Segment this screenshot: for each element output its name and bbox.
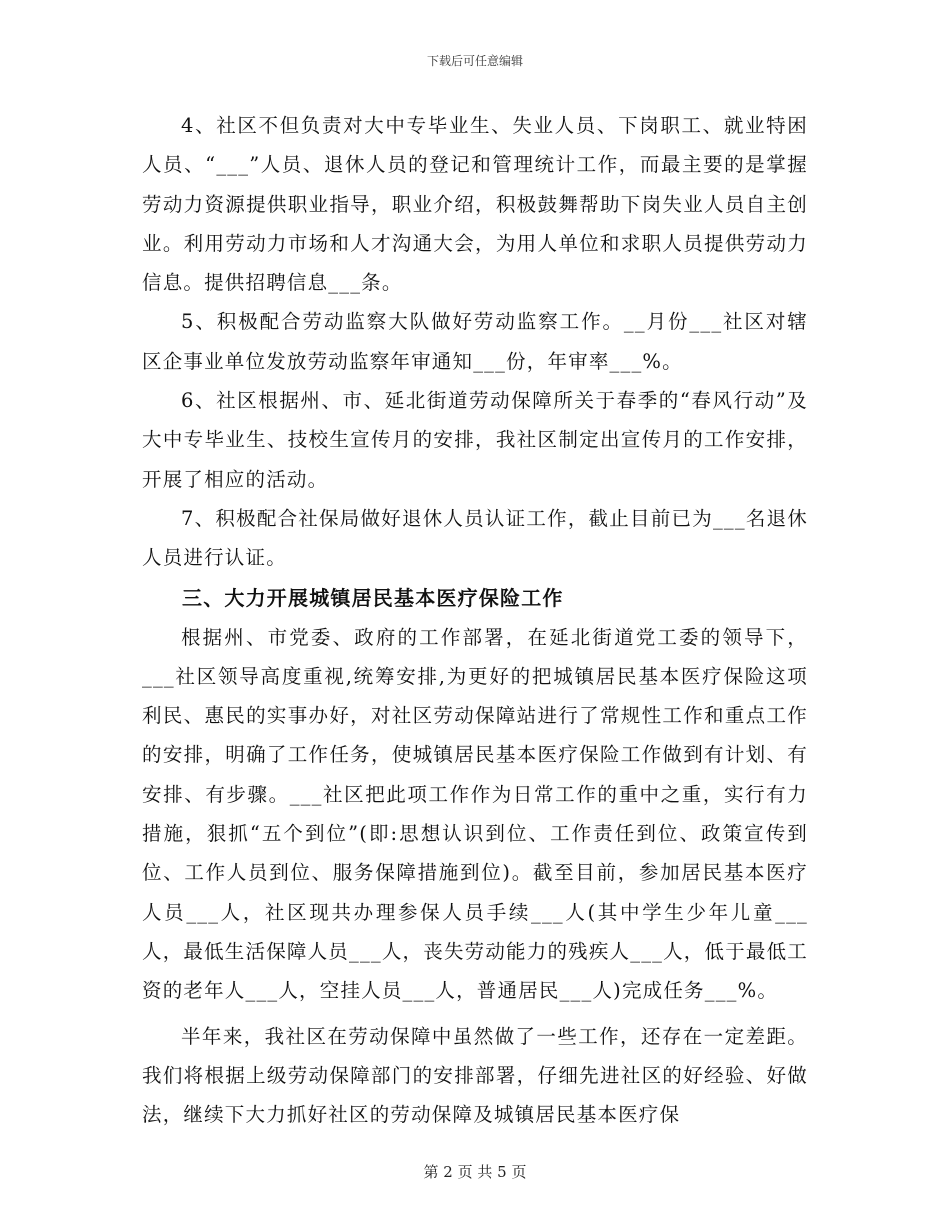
paragraph-medical-insurance: 根据州、市党委、政府的工作部署，在延北街道党工委的领导下，___社区领导高度重视,统筹安排,为更好的把城镇居民基本医疗保险这项利民、惠民的实事办好，对社区劳动保障站进行了常规性工作和重点工作的安排，明确了工作任务，使城镇居民基本医疗保险工作做到有计划、有安排、有步骤。___社区把此项工作作为日常工作的重中之重，实行有力措施，狠抓“五个到位”(即:思想认识到位、工作责任到位、政策宣传到位、工作人员到位、服务保障措施到位)。截至目前，参加居民基本医疗人员___人，社区现共办理参保人员手续___人(其中学生少年儿童___人，最低生活保障人员___人，丧失劳动能力的残疾人___人，低于最低工资的老年人___人，空挂人员___人，普通居民___人)完成任务___%。 bbox=[142, 625, 809, 1003]
section-heading-3: 三、大力开展城镇居民基本医疗保险工作 bbox=[182, 585, 564, 610]
paragraph-item-4: 4、社区不但负责对大中专毕业生、失业人员、下岗职工、就业特困人员、“___”人员、退休人员的登记和管理统计工作，而最主要的是掌握劳动力资源提供职业指导，职业介绍，积极鼓舞帮助下岗失业人员自主创业。利用劳动力市场和人才沟通大会，为用人单位和求职人员提供劳动力信息。提供招聘信息___条。 bbox=[142, 114, 808, 295]
paragraph-item-7: 7、积极配合社保局做好退休人员认证工作，截止目前已为___名退休人员进行认证。 bbox=[142, 506, 808, 570]
page-header-note: 下载后可任意编辑 bbox=[426, 54, 523, 68]
paragraph-item-6: 6、社区根据州、市、延北街道劳动保障所关于春季的“春风行动”及大中专毕业生、技校生宣传月的安排，我社区制定出宣传月的工作安排，开展了相应的活动。 bbox=[142, 389, 808, 491]
document-body bbox=[142, 106, 808, 1134]
paragraph-item-5: 5、积极配合劳动监察大队做好劳动监察工作。__月份___社区对辖区企事业单位发放劳动监察年审通知___份，年审率___%。 bbox=[142, 310, 808, 373]
page-number-footer: 第 2 页 共 5 页 bbox=[423, 1163, 527, 1181]
paragraph-summary: 半年来，我社区在劳动保障中虽然做了一些工作，还存在一定差距。我们将根据上级劳动保障部门的安排部署，仔细先进社区的好经验、好做法，继续下大力抓好社区的劳动保障及城镇居民基本医疗保 bbox=[142, 1024, 808, 1127]
